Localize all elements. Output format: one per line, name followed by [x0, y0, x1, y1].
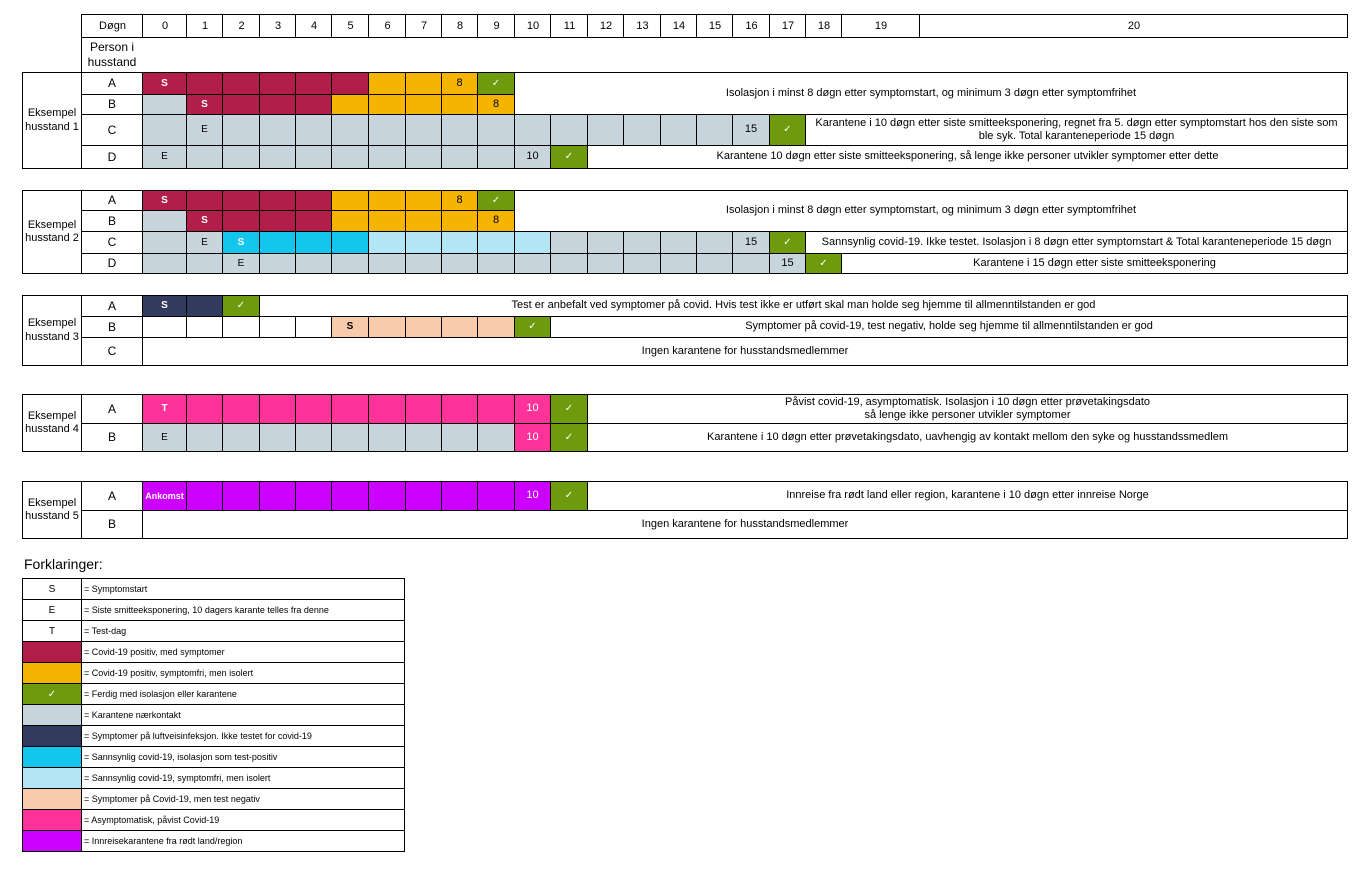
timeline-cell — [222, 94, 260, 115]
timeline-cell — [368, 145, 406, 169]
timeline-cell — [222, 72, 260, 95]
note-text: Isolasjon i minst 8 døgn etter symptomstart, og minimum 3 døgn etter symptomfrihet — [514, 190, 1348, 232]
legend-text: = Innreisekarantene fra rødt land/region — [81, 830, 405, 852]
timeline-cell — [222, 394, 260, 424]
timeline-cell — [587, 231, 624, 254]
timeline-cell: E — [186, 114, 223, 146]
timeline-cell — [477, 231, 515, 254]
timeline-cell — [331, 145, 369, 169]
legend-text: = Symptomer på Covid-19, men test negativ — [81, 788, 405, 810]
timeline-cell — [331, 210, 369, 232]
timeline-cell: 10 — [514, 394, 551, 424]
timeline-cell — [331, 253, 369, 274]
timeline-cell — [295, 210, 332, 232]
timeline-cell: S — [186, 94, 223, 115]
legend-swatch — [22, 809, 82, 831]
timeline-cell — [142, 316, 187, 338]
legend-text: = Symptomstart — [81, 578, 405, 600]
timeline-cell — [186, 145, 223, 169]
timeline-cell: ✓ — [550, 481, 588, 511]
timeline-cell — [222, 145, 260, 169]
timeline-cell — [441, 253, 478, 274]
timeline-cell: ✓ — [769, 114, 806, 146]
person-label: B — [81, 94, 143, 115]
timeline-cell — [295, 114, 332, 146]
header-bottom-edge — [81, 37, 1348, 38]
timeline-cell — [259, 210, 296, 232]
day-header: 9 — [477, 14, 515, 38]
timeline-cell — [186, 423, 223, 452]
timeline-cell — [295, 423, 332, 452]
legend-text: = Ferdig med isolasjon eller karantene — [81, 683, 405, 705]
timeline-cell — [295, 145, 332, 169]
timeline-cell — [441, 481, 478, 511]
timeline-cell: E — [186, 231, 223, 254]
timeline-cell: S — [142, 295, 187, 317]
household-label: Eksempel husstand 1 — [22, 72, 82, 169]
day-header: 10 — [514, 14, 551, 38]
person-label: A — [81, 481, 143, 511]
day-header: 11 — [550, 14, 588, 38]
timeline-cell — [405, 394, 442, 424]
day-header: 16 — [732, 14, 770, 38]
legend-text: = Asymptomatisk, påvist Covid-19 — [81, 809, 405, 831]
day-header: 12 — [587, 14, 624, 38]
note-text: Isolasjon i minst 8 døgn etter symptomstart, og minimum 3 døgn etter symptomfrihet — [514, 72, 1348, 115]
timeline-cell: E — [142, 423, 187, 452]
person-label: B — [81, 316, 143, 338]
timeline-cell — [222, 423, 260, 452]
note-text: Innreise fra rødt land eller region, karantene i 10 døgn etter innreise Norge — [587, 481, 1348, 511]
timeline-cell — [732, 253, 770, 274]
legend-text: = Covid-19 positiv, symptomfri, men isolert — [81, 662, 405, 684]
timeline-cell — [368, 72, 406, 95]
timeline-cell — [368, 190, 406, 211]
legend-swatch — [22, 641, 82, 663]
timeline-cell — [623, 114, 661, 146]
day-header: 4 — [295, 14, 332, 38]
timeline-cell — [696, 231, 733, 254]
timeline-cell — [142, 253, 187, 274]
timeline-cell — [441, 94, 478, 115]
timeline-cell: ✓ — [477, 72, 515, 95]
legend-text: = Covid-19 positiv, med symptomer — [81, 641, 405, 663]
timeline-cell: ✓ — [550, 394, 588, 424]
timeline-cell — [259, 190, 296, 211]
timeline-cell — [142, 231, 187, 254]
timeline-cell — [295, 394, 332, 424]
timeline-cell — [405, 253, 442, 274]
timeline-cell — [405, 481, 442, 511]
day-header: 8 — [441, 14, 478, 38]
timeline-cell — [405, 316, 442, 338]
timeline-cell — [514, 231, 551, 254]
dogn-header: Døgn — [81, 14, 143, 38]
day-header: 15 — [696, 14, 733, 38]
person-label: A — [81, 394, 143, 424]
person-label: B — [81, 210, 143, 232]
timeline-cell — [405, 423, 442, 452]
timeline-cell — [405, 145, 442, 169]
timeline-cell: E — [142, 145, 187, 169]
timeline-cell — [368, 94, 406, 115]
timeline-cell — [477, 423, 515, 452]
timeline-cell — [368, 481, 406, 511]
legend-swatch — [22, 767, 82, 789]
timeline-cell — [142, 94, 187, 115]
legend-swatch — [22, 788, 82, 810]
timeline-cell — [142, 114, 187, 146]
timeline-cell: 8 — [441, 72, 478, 95]
timeline-cell — [368, 394, 406, 424]
timeline-cell: 15 — [769, 253, 806, 274]
legend-text: = Karantene nærkontakt — [81, 704, 405, 726]
timeline-cell — [295, 316, 332, 338]
timeline-cell — [259, 423, 296, 452]
legend-swatch: T — [22, 620, 82, 642]
timeline-cell — [368, 114, 406, 146]
timeline-cell — [368, 231, 406, 254]
person-label: D — [81, 145, 143, 169]
household-label: Eksempel husstand 5 — [22, 481, 82, 539]
timeline-cell — [660, 253, 697, 274]
person-label: C — [81, 231, 143, 254]
timeline-cell — [259, 481, 296, 511]
note-text: Karantene i 10 døgn etter siste smitteeksponering, regnet fra 5. døgn etter symptomstart hos den siste som ble syk. Total karanteneperiode 15 døgn — [805, 114, 1348, 146]
timeline-cell — [477, 114, 515, 146]
legend-swatch — [22, 830, 82, 852]
note-text: Karantene i 15 døgn etter siste smitteeksponering — [841, 253, 1348, 274]
note-text: Symptomer på covid-19, test negativ, holde seg hjemme til allmenntilstanden er god — [550, 316, 1348, 338]
day-header: 18 — [805, 14, 842, 38]
timeline-cell: S — [142, 72, 187, 95]
legend-swatch: E — [22, 599, 82, 621]
day-header: 5 — [331, 14, 369, 38]
day-header: 0 — [142, 14, 187, 38]
note-text: Test er anbefalt ved symptomer på covid. Hvis test ikke er utført skal man holde seg hjemme til allmenntilstanden er god — [259, 295, 1348, 317]
timeline-cell — [186, 253, 223, 274]
timeline-cell: 15 — [732, 114, 770, 146]
timeline-cell — [477, 481, 515, 511]
legend-swatch — [22, 746, 82, 768]
household-label: Eksempel husstand 2 — [22, 190, 82, 274]
timeline-cell: ✓ — [550, 145, 588, 169]
legend-swatch: ✓ — [22, 683, 82, 705]
timeline-cell — [514, 114, 551, 146]
legend-text: = Test-dag — [81, 620, 405, 642]
timeline-cell: ✓ — [514, 316, 551, 338]
timeline-cell — [295, 481, 332, 511]
timeline-cell — [477, 394, 515, 424]
timeline-cell — [259, 253, 296, 274]
timeline-cell — [441, 114, 478, 146]
legend-swatch: S — [22, 578, 82, 600]
note-text: Ingen karantene for husstandsmedlemmer — [142, 510, 1348, 539]
timeline-cell — [331, 423, 369, 452]
timeline-cell — [186, 394, 223, 424]
timeline-cell — [142, 210, 187, 232]
timeline-cell — [331, 394, 369, 424]
timeline-cell — [550, 114, 588, 146]
day-header: 17 — [769, 14, 806, 38]
timeline-cell — [477, 145, 515, 169]
timeline-cell — [259, 72, 296, 95]
household-label: Eksempel husstand 3 — [22, 295, 82, 366]
timeline-cell: ✓ — [477, 190, 515, 211]
timeline-cell: ✓ — [769, 231, 806, 254]
timeline-cell: T — [142, 394, 187, 424]
timeline-cell — [331, 72, 369, 95]
timeline-cell: ✓ — [222, 295, 260, 317]
timeline-cell: S — [331, 316, 369, 338]
timeline-cell — [441, 231, 478, 254]
day-header: 7 — [405, 14, 442, 38]
timeline-cell: S — [222, 231, 260, 254]
timeline-cell — [405, 210, 442, 232]
note-text: Påvist covid-19, asymptomatisk. Isolasjon i 10 døgn etter prøvetakingsdato så lenge ikke personer utvikler symptomer — [587, 394, 1348, 424]
day-header: 1 — [186, 14, 223, 38]
timeline-cell: 8 — [441, 190, 478, 211]
timeline-cell: ✓ — [805, 253, 842, 274]
timeline-cell — [331, 114, 369, 146]
timeline-cell — [368, 210, 406, 232]
timeline-cell — [259, 394, 296, 424]
person-label: A — [81, 190, 143, 211]
timeline-cell: S — [142, 190, 187, 211]
timeline-cell — [587, 253, 624, 274]
timeline-cell — [405, 231, 442, 254]
timeline-cell — [696, 253, 733, 274]
timeline-cell — [405, 190, 442, 211]
timeline-cell — [295, 94, 332, 115]
day-header: 13 — [623, 14, 661, 38]
day-header: 14 — [660, 14, 697, 38]
legend-text: = Siste smitteeksponering, 10 dagers karante telles fra denne — [81, 599, 405, 621]
timeline-cell — [441, 423, 478, 452]
timeline-cell — [259, 316, 296, 338]
header-right-edge — [1347, 14, 1348, 38]
timeline-cell: E — [222, 253, 260, 274]
timeline-cell — [405, 114, 442, 146]
timeline-cell — [222, 190, 260, 211]
timeline-cell — [550, 253, 588, 274]
timeline-cell — [331, 190, 369, 211]
timeline-cell — [405, 72, 442, 95]
timeline-cell — [295, 231, 332, 254]
day-header: 2 — [222, 14, 260, 38]
timeline-cell — [259, 94, 296, 115]
legend-swatch — [22, 725, 82, 747]
timeline-cell — [186, 190, 223, 211]
timeline-cell — [477, 253, 515, 274]
timeline-cell — [441, 316, 478, 338]
person-label: C — [81, 114, 143, 146]
timeline-cell — [587, 114, 624, 146]
legend-text: = Symptomer på luftveisinfeksjon. Ikke testet for covid-19 — [81, 725, 405, 747]
person-label: A — [81, 295, 143, 317]
timeline-cell: 8 — [477, 210, 515, 232]
note-text: Karantene i 10 døgn etter prøvetakingsdato, uavhengig av kontakt mellom den syke og husstandssmedlem — [587, 423, 1348, 452]
timeline-cell — [186, 481, 223, 511]
legend-swatch — [22, 704, 82, 726]
timeline-cell — [405, 94, 442, 115]
timeline-cell — [441, 210, 478, 232]
timeline-cell — [331, 481, 369, 511]
timeline-cell — [222, 114, 260, 146]
timeline-cell — [623, 253, 661, 274]
day-header: 6 — [368, 14, 406, 38]
timeline-cell — [550, 231, 588, 254]
person-label: B — [81, 423, 143, 452]
timeline-cell — [259, 114, 296, 146]
timeline-cell — [441, 394, 478, 424]
timeline-cell — [368, 316, 406, 338]
legend-swatch — [22, 662, 82, 684]
note-text: Ingen karantene for husstandsmedlemmer — [142, 337, 1348, 366]
timeline-cell: 15 — [732, 231, 770, 254]
timeline-cell — [696, 114, 733, 146]
timeline-cell: S — [186, 210, 223, 232]
timeline-cell — [477, 316, 515, 338]
person-label: B — [81, 510, 143, 539]
person-column-label: Person i husstand — [81, 37, 142, 72]
person-label: D — [81, 253, 143, 274]
person-label: A — [81, 72, 143, 95]
note-text: Sannsynlig covid-19. Ikke testet. Isolasjon i 8 døgn etter symptomstart & Total karanteneperiode 15 døgn — [805, 231, 1348, 254]
legend-text: = Sannsynlig covid-19, isolasjon som test-positiv — [81, 746, 405, 768]
timeline-cell: 10 — [514, 145, 551, 169]
timeline-cell — [259, 145, 296, 169]
legend-text: = Sannsynlig covid-19, symptomfri, men isolert — [81, 767, 405, 789]
timeline-cell: 10 — [514, 481, 551, 511]
timeline-cell — [331, 94, 369, 115]
timeline-cell: 10 — [514, 423, 551, 452]
timeline-cell — [331, 231, 369, 254]
timeline-cell — [660, 231, 697, 254]
household-label: Eksempel husstand 4 — [22, 394, 82, 452]
timeline-cell — [222, 210, 260, 232]
timeline-cell — [259, 231, 296, 254]
day-header: 20 — [919, 14, 1348, 38]
timeline-cell — [514, 253, 551, 274]
timeline-cell — [186, 295, 223, 317]
timeline-cell — [186, 72, 223, 95]
legend-title: Forklaringer: — [24, 556, 103, 572]
timeline-cell: ✓ — [550, 423, 588, 452]
timeline-cell — [368, 423, 406, 452]
timeline-cell — [623, 231, 661, 254]
day-header: 19 — [841, 14, 920, 38]
timeline-cell — [660, 114, 697, 146]
note-text: Karantene 10 døgn etter siste smitteeksponering, så lenge ikke personer utvikler symptomer etter dette — [587, 145, 1348, 169]
timeline-cell: Ankomst — [142, 481, 187, 511]
timeline-cell — [186, 316, 223, 338]
timeline-cell — [368, 253, 406, 274]
timeline-cell: 8 — [477, 94, 515, 115]
timeline-cell — [222, 316, 260, 338]
timeline-cell — [295, 190, 332, 211]
timeline-cell — [295, 72, 332, 95]
timeline-cell — [441, 145, 478, 169]
day-header: 3 — [259, 14, 296, 38]
timeline-cell — [222, 481, 260, 511]
person-label: C — [81, 337, 143, 366]
timeline-cell — [295, 253, 332, 274]
